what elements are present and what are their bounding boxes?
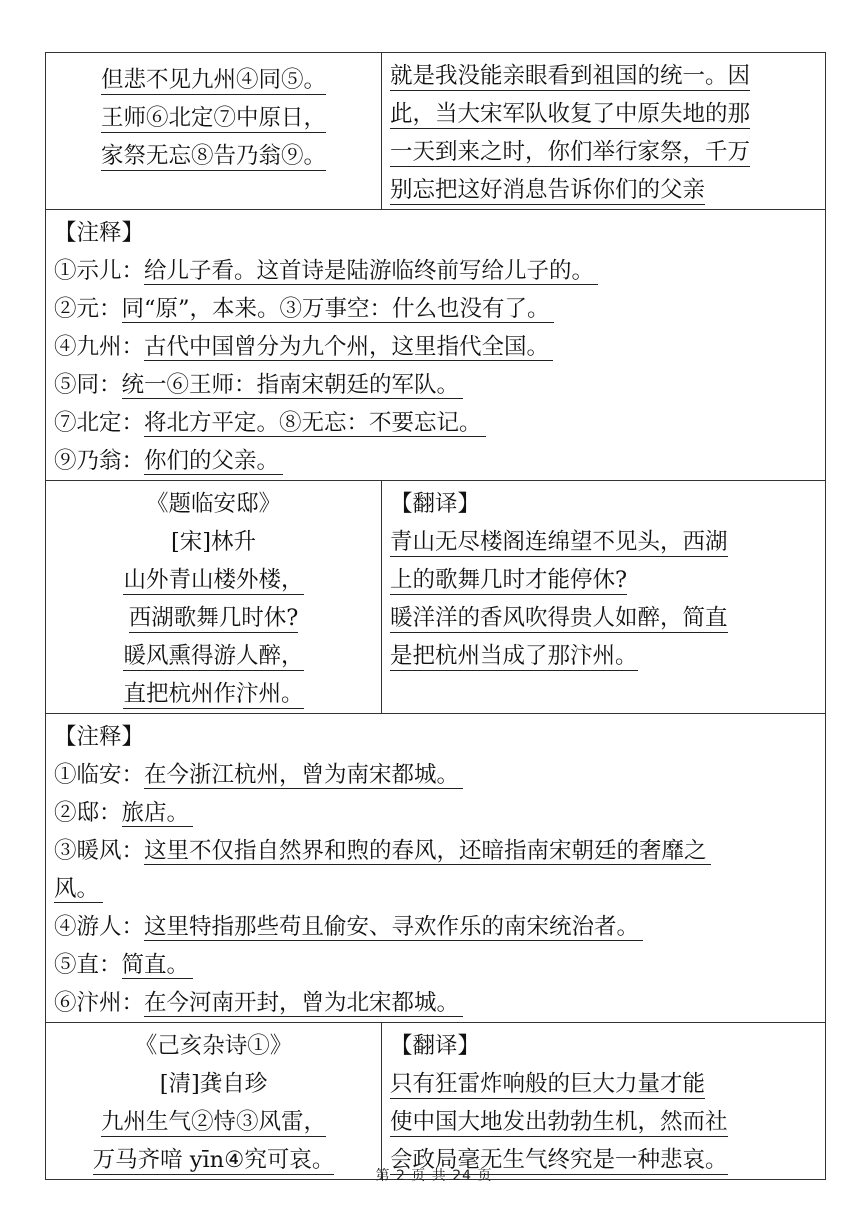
note-line: ③暖风：这里不仅指自然界和煦的春风，还暗指南宋朝廷的奢靡之 [54,832,825,870]
translation-heading: 【翻译】 [390,491,481,517]
translation-line: 就是我没能亲眼看到祖国的统一。因 [390,63,751,89]
poem-cell [46,53,382,210]
note-line: ⑦北定：将北方平定。⑧无忘：不要忘记。 [54,404,825,442]
note-line: ④九州：古代中国曾分为九个州，这里指代全国。 [54,328,825,366]
translation-cell [382,53,826,210]
page-footer: 第 2 页 共 24 页 [375,1168,493,1184]
translation-line: 青山无尽楼阁连绵望不见头，西湖 [390,529,728,555]
note-line: ⑨乃翁：你们的父亲。 [54,442,825,480]
note-line: ⑤同：统一⑥王师：指南宋朝廷的军队。 [54,366,825,404]
poem-author: [清]龚自珍 [159,1071,268,1097]
translation-cell [382,1023,826,1180]
translation-line: 别忘把这好消息告诉你们的父亲 [390,177,706,203]
poem-title: 《己亥杂诗①》 [134,1033,293,1059]
poem-line: 西湖歌舞几时休? [128,605,299,631]
note-line: ⑥汴州：在今河南开封，曾为北宋都城。 [54,984,825,1022]
poem-line: 王师⑥北定⑦中原日， [100,105,326,131]
translation-heading: 【翻译】 [390,1033,481,1059]
note-line: ⑤直：简直。 [54,946,825,984]
poem-cell [46,481,382,714]
poem-line: 万马齐喑 yīn④究可哀。 [92,1147,335,1173]
poem-line: 暖风熏得游人醉， [123,643,304,669]
poem-line: 山外青山楼外楼， [123,567,304,593]
poem-line: 直把杭州作汴州。 [123,681,304,707]
translation-line: 会政局毫无生气终究是一种悲哀。 [390,1147,728,1173]
poem-block-shier [46,53,826,210]
notes-heading: 【注释】 [54,220,145,246]
notes-cell [46,714,826,1023]
notes-block-tilinandi [46,714,826,1023]
note-line: ①示儿：给儿子看。这首诗是陆游临终前写给儿子的。 [54,252,825,290]
translation-line: 暖洋洋的香风吹得贵人如醉，简直 [390,605,728,631]
translation-line: 一天到来之时，你们举行家祭，千万 [390,139,751,165]
poem-line: 九州生气②恃③风雷， [100,1109,326,1135]
note-line: 风。 [54,870,825,908]
poem-cell [46,1023,382,1180]
notes-cell [46,210,826,481]
content-table [45,52,826,1180]
translation-line: 是把杭州当成了那汴州。 [390,643,638,669]
translation-line: 只有狂雷炸响般的巨大力量才能 [390,1071,706,1097]
notes-block-shier [46,210,826,481]
translation-line: 使中国大地发出勃勃生机，然而社 [390,1109,728,1135]
poem-block-jihaizashi [46,1023,826,1180]
poem-author: [宋]林升 [170,529,257,555]
translation-line: 上的歌舞几时才能停休? [390,567,628,593]
poem-title: 《题临安邸》 [145,491,281,517]
poem-block-tilinandi [46,481,826,714]
translation-cell [382,481,826,714]
note-line: ①临安：在今浙江杭州，曾为南宋都城。 [54,756,825,794]
note-line: ④游人：这里特指那些苟且偷安、寻欢作乐的南宋统治者。 [54,908,825,946]
note-line: ②邸：旅店。 [54,794,825,832]
notes-heading: 【注释】 [54,724,145,750]
poem-line: 但悲不见九州④同⑤。 [100,67,326,93]
poem-line: 家祭无忘⑧告乃翁⑨。 [100,143,326,169]
note-line: ②元：同“原”，本来。③万事空：什么也没有了。 [54,290,825,328]
translation-line: 此，当大宋军队收复了中原失地的那 [390,101,751,127]
